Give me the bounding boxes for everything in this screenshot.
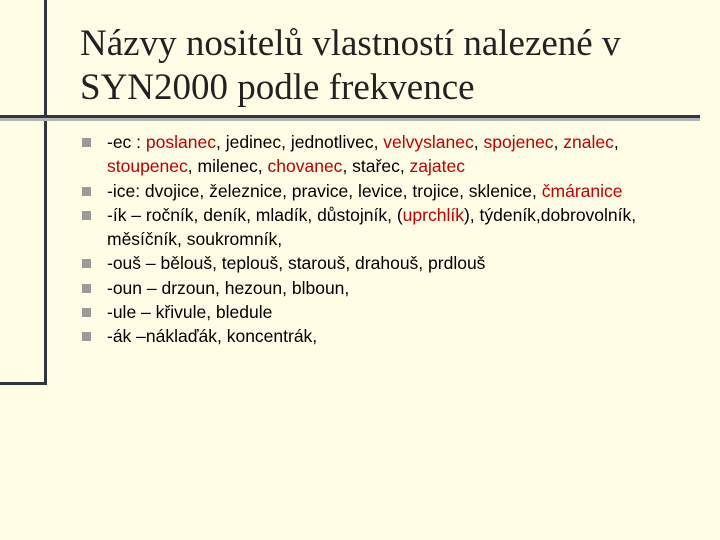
bullet-text: ), týdeník,dobrovolník, měsíčník, soukromník, (107, 204, 637, 250)
bullet-text: -ec : (107, 132, 146, 152)
bullet-text: -ice: dvojice, železnice, pravice, levice, trojice, sklenice, (107, 180, 542, 201)
slide-title (80, 22, 700, 110)
square-bullet-icon (82, 138, 91, 147)
bullet-text: , milenec, (187, 156, 268, 177)
title-line-2: SYN2000 podle frekvence (80, 67, 475, 108)
highlighted-word: chovanec (267, 156, 343, 177)
bullet-text: -ák –náklaďák, koncentrák, (107, 326, 318, 347)
highlighted-word: spojenec (483, 132, 554, 152)
square-bullet-icon (82, 211, 91, 220)
title-line-1: Názvy nositelů vlastností nalezené v (80, 23, 621, 64)
highlighted-word: uprchlík (402, 204, 464, 225)
highlighted-word: velvyslanec (383, 132, 474, 152)
square-bullet-icon (82, 308, 91, 317)
bullet-item (82, 130, 702, 179)
highlighted-word: čmáranice (541, 180, 623, 201)
bullet-list (82, 130, 702, 349)
left-vertical-rule (44, 0, 47, 385)
bullet-text: , jedinec, jednotlivec, (215, 132, 384, 152)
bullet-text: -ule – křivule, bledule (107, 302, 273, 323)
title-underline-shadow (0, 118, 700, 121)
bullet-item (82, 179, 702, 203)
left-rule-foot (0, 382, 47, 385)
bullet-text: -ík – ročník, deník, mladík, důstojník, ( (107, 204, 403, 225)
bullet-text: , (613, 132, 619, 152)
bullet-text: -oun – drzoun, hezoun, blboun, (107, 277, 350, 298)
bullet-text: , (553, 132, 564, 152)
bullet-text: -ouš – bělouš, teplouš, starouš, drahouš, prdlouš (107, 253, 486, 274)
bullet-item (82, 203, 702, 252)
square-bullet-icon (82, 259, 91, 268)
square-bullet-icon (82, 332, 91, 341)
square-bullet-icon (82, 284, 91, 293)
bullet-text: , stařec, (342, 156, 410, 177)
highlighted-word: poslanec (145, 132, 216, 152)
bullet-text: , (473, 132, 484, 152)
highlighted-word: stoupenec (107, 156, 188, 177)
highlighted-word: zajatec (409, 156, 465, 177)
bullet-item (82, 324, 702, 348)
square-bullet-icon (82, 187, 91, 196)
bullet-item (82, 276, 702, 300)
highlighted-word: znalec (563, 132, 614, 152)
bullet-item (82, 300, 702, 324)
bullet-item (82, 251, 702, 275)
